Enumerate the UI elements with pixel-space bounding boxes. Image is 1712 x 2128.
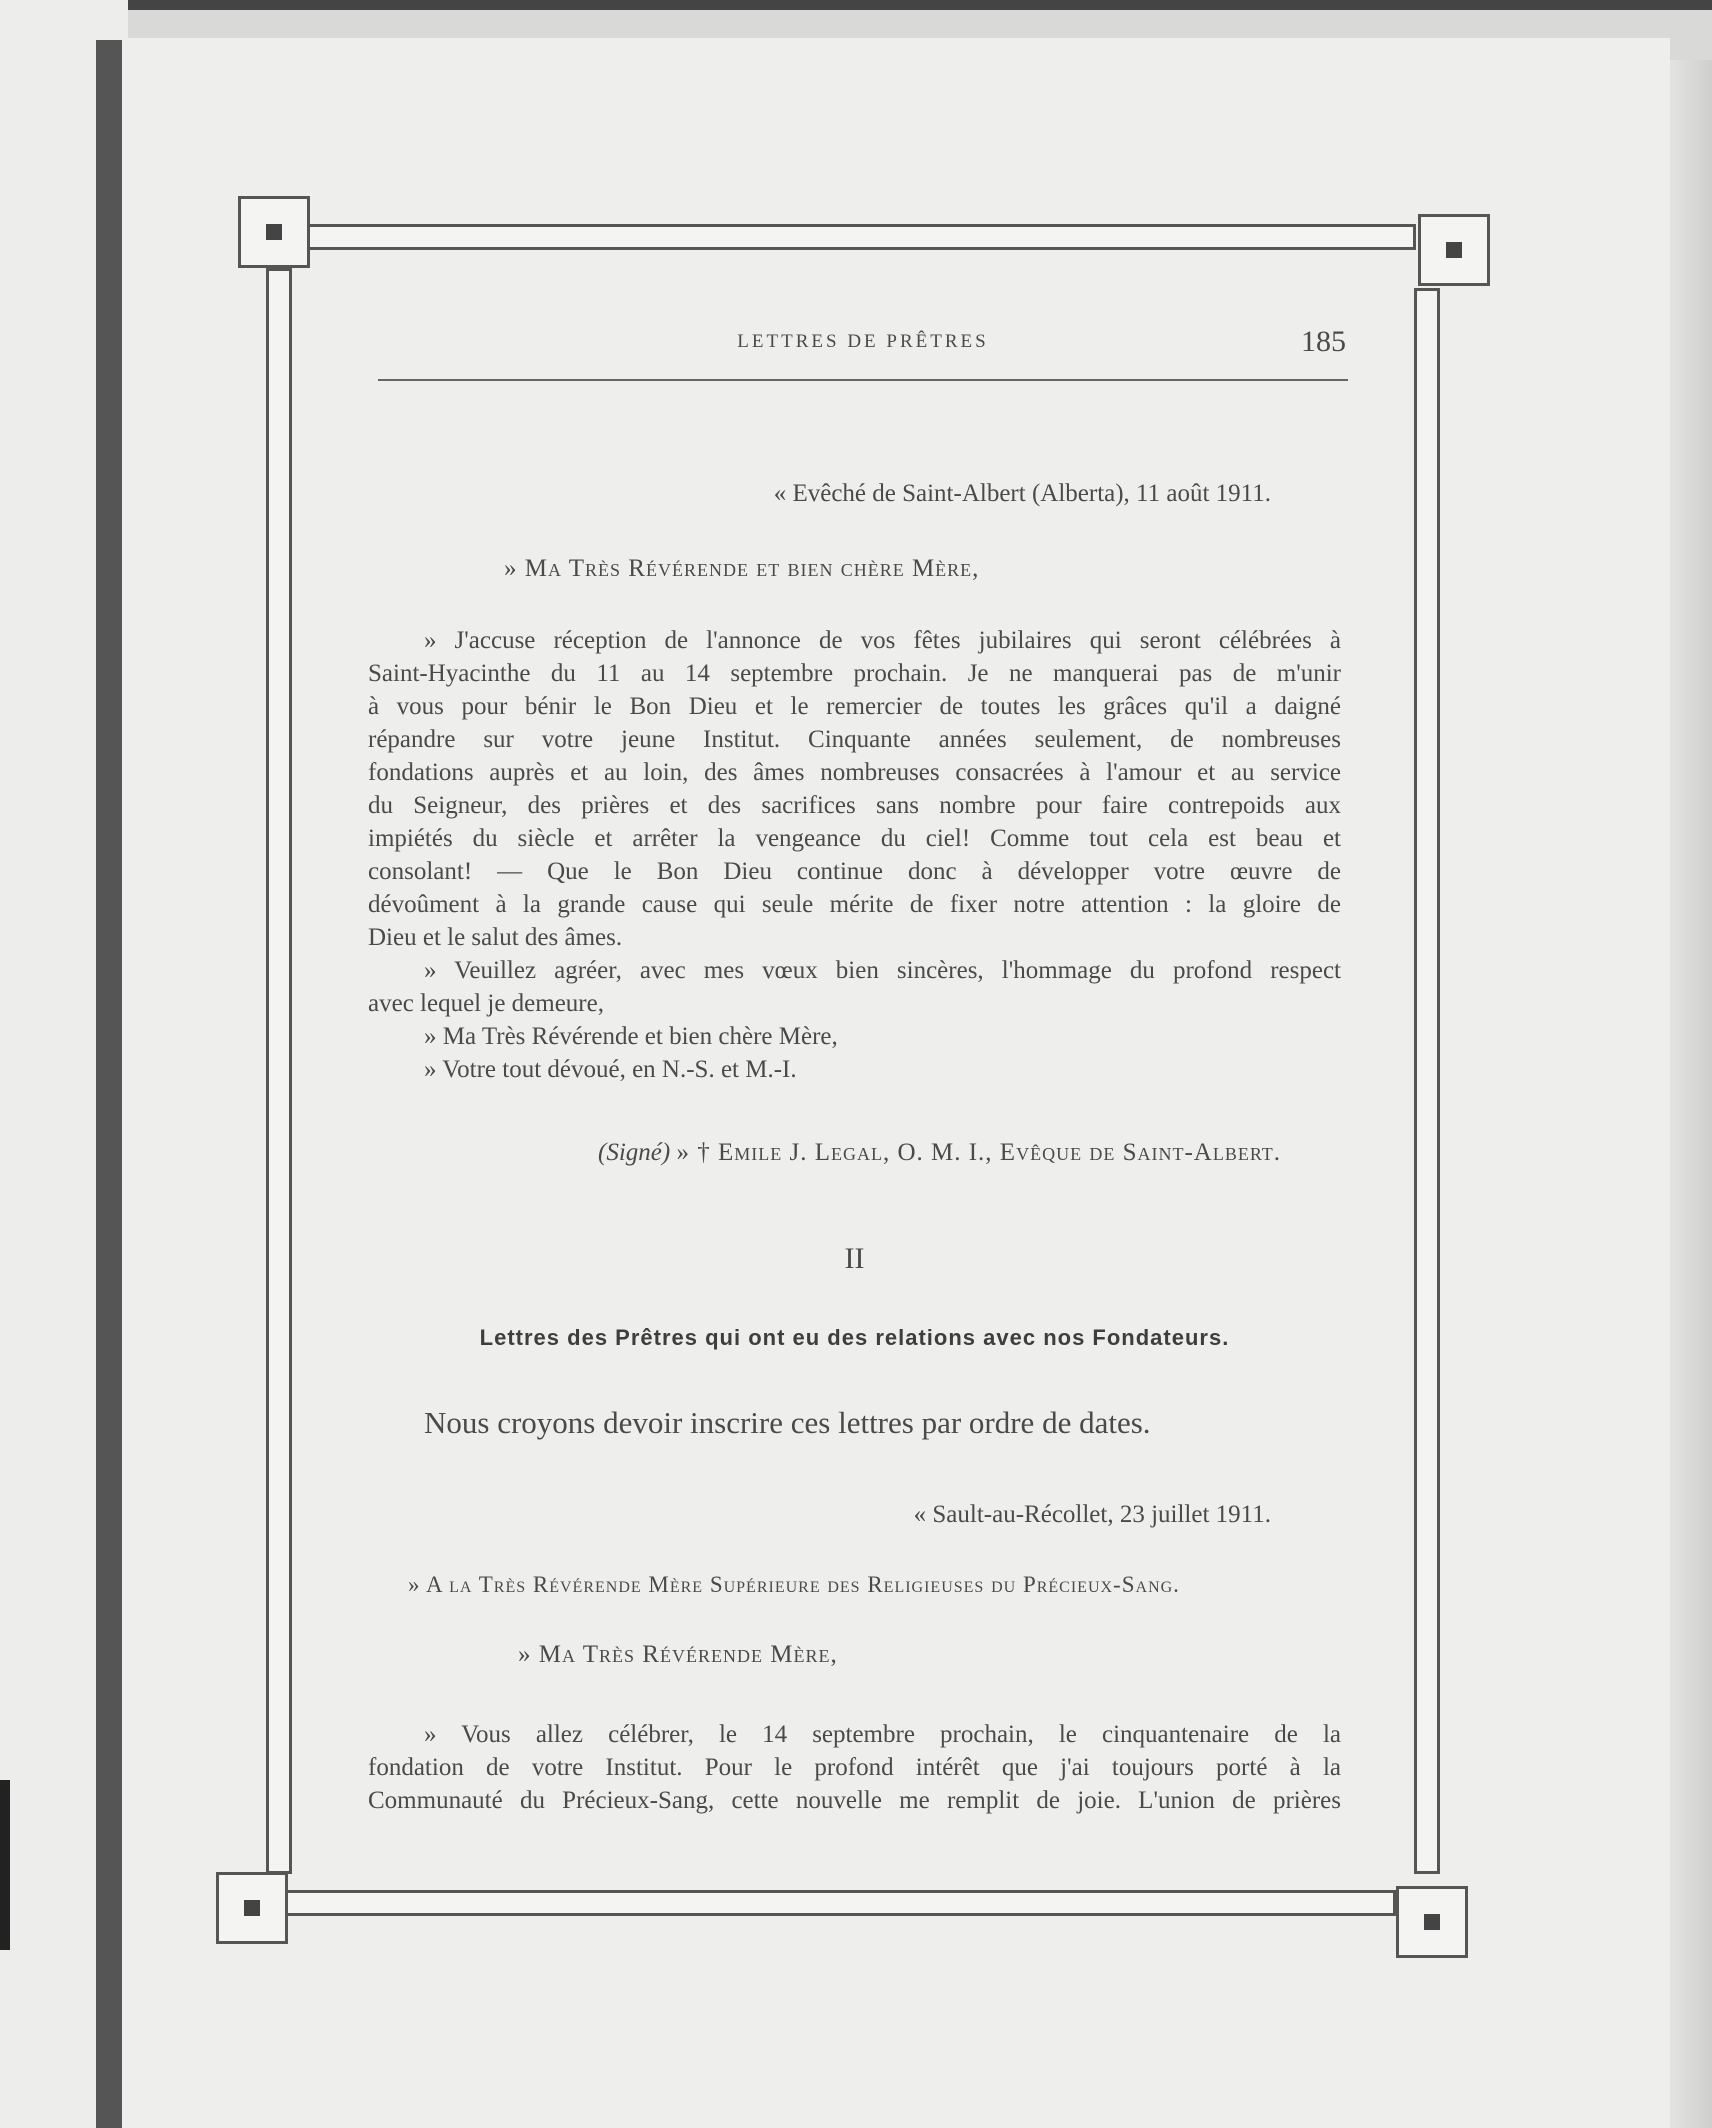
letter2-address: » A la Très Révérende Mère Supérieure des Religieuses du Précieux-Sang. <box>408 1572 1180 1597</box>
letter1-line: à vous pour bénir le Bon Dieu et le remercier de toutes les grâces qu'il a daigné <box>368 693 1341 720</box>
letter1-line: répandre sur votre jeune Institut. Cinquante années seulement, de nombreuses <box>368 726 1341 753</box>
letter2-line: fondation de votre Institut. Pour le profond intérêt que j'ai toujours porté à la <box>368 1754 1341 1781</box>
letter1-body <box>368 624 1341 1086</box>
letter2-body <box>368 1718 1341 1817</box>
letter1-line: consolant! — Que le Bon Dieu continue donc à développer votre œuvre de <box>368 858 1341 885</box>
letter1-signature-line <box>368 1136 1281 1169</box>
signature-label: (Signé) <box>598 1139 671 1166</box>
running-head-title: LETTRES DE PRÊTRES <box>737 331 989 352</box>
letter1-line: impiétés du siècle et arrêter la vengeance du ciel! Comme tout cela est beau et <box>368 825 1341 852</box>
letter1-line: Dieu et le salut des âmes. <box>368 924 623 951</box>
letter1-closing-line: » Veuillez agréer, avec mes vœux bien sincères, l'hommage du profond respect <box>424 957 1341 984</box>
frame-bottom-bar <box>282 1890 1396 1916</box>
letter1-closing-devotion: » Votre tout dévoué, en N.-S. et M.-I. <box>424 1056 797 1083</box>
section-numeral: II <box>844 1242 865 1275</box>
right-page-edge <box>1670 60 1712 2128</box>
section-intro: Nous croyons devoir inscrire ces lettres par ordre de dates. <box>424 1405 1151 1440</box>
frame-left-bar <box>266 268 292 1874</box>
letter1-line: » J'accuse réception de l'annonce de vos fêtes jubilaires qui seront célébrées à <box>424 627 1341 654</box>
frame-corner-bottom-right <box>1396 1886 1468 1958</box>
letter2-line: Communauté du Précieux-Sang, cette nouvelle me remplit de joie. L'union de prières <box>368 1787 1341 1814</box>
letter2-dateline: « Sault-au-Récollet, 23 juillet 1911. <box>913 1501 1271 1528</box>
letter1-line: du Seigneur, des prières et des sacrifices sans nombre pour faire contrepoids aux <box>368 792 1341 819</box>
spine-marker <box>0 1780 10 1950</box>
letter1-closing-line: avec lequel je demeure, <box>368 990 604 1017</box>
section-heading: Lettres des Prêtres qui ont eu des relations avec nos Fondateurs. <box>479 1325 1230 1350</box>
letter2-salutation: » Ma Très Révérende Mère, <box>518 1641 838 1668</box>
letter2-line: » Vous allez célébrer, le 14 septembre prochain, le cinquantenaire de la <box>424 1721 1341 1748</box>
signature: » † Emile J. Legal, O. M. I., Evêque de Saint-Albert. <box>676 1139 1281 1166</box>
page-number: 185 <box>1301 325 1346 358</box>
letter1-line: dévoûment à la grande cause qui seule mérite de fixer notre attention : la gloire de <box>368 891 1341 918</box>
running-head <box>378 325 1348 381</box>
letter1-dateline: « Evêché de Saint-Albert (Alberta), 11 août 1911. <box>773 480 1271 507</box>
frame-corner-bottom-left <box>216 1872 288 1944</box>
frame-corner-top-left <box>238 196 310 268</box>
letter1-closing-salutation: » Ma Très Révérende et bien chère Mère, <box>424 1023 838 1050</box>
letter1-line: Saint-Hyacinthe du 11 au 14 septembre prochain. Je ne manquerai pas de m'unir <box>368 660 1341 687</box>
letter1-line: fondations auprès et au loin, des âmes nombreuses consacrées à l'amour et au service <box>368 759 1341 786</box>
book-spine <box>96 40 122 2128</box>
frame-corner-top-right <box>1418 214 1490 286</box>
frame-right-bar <box>1414 288 1440 1874</box>
letter1-salutation: » Ma Très Révérende et bien chère Mère, <box>504 555 980 582</box>
frame-top-bar <box>306 224 1416 250</box>
scan-top-edge <box>0 0 1712 10</box>
